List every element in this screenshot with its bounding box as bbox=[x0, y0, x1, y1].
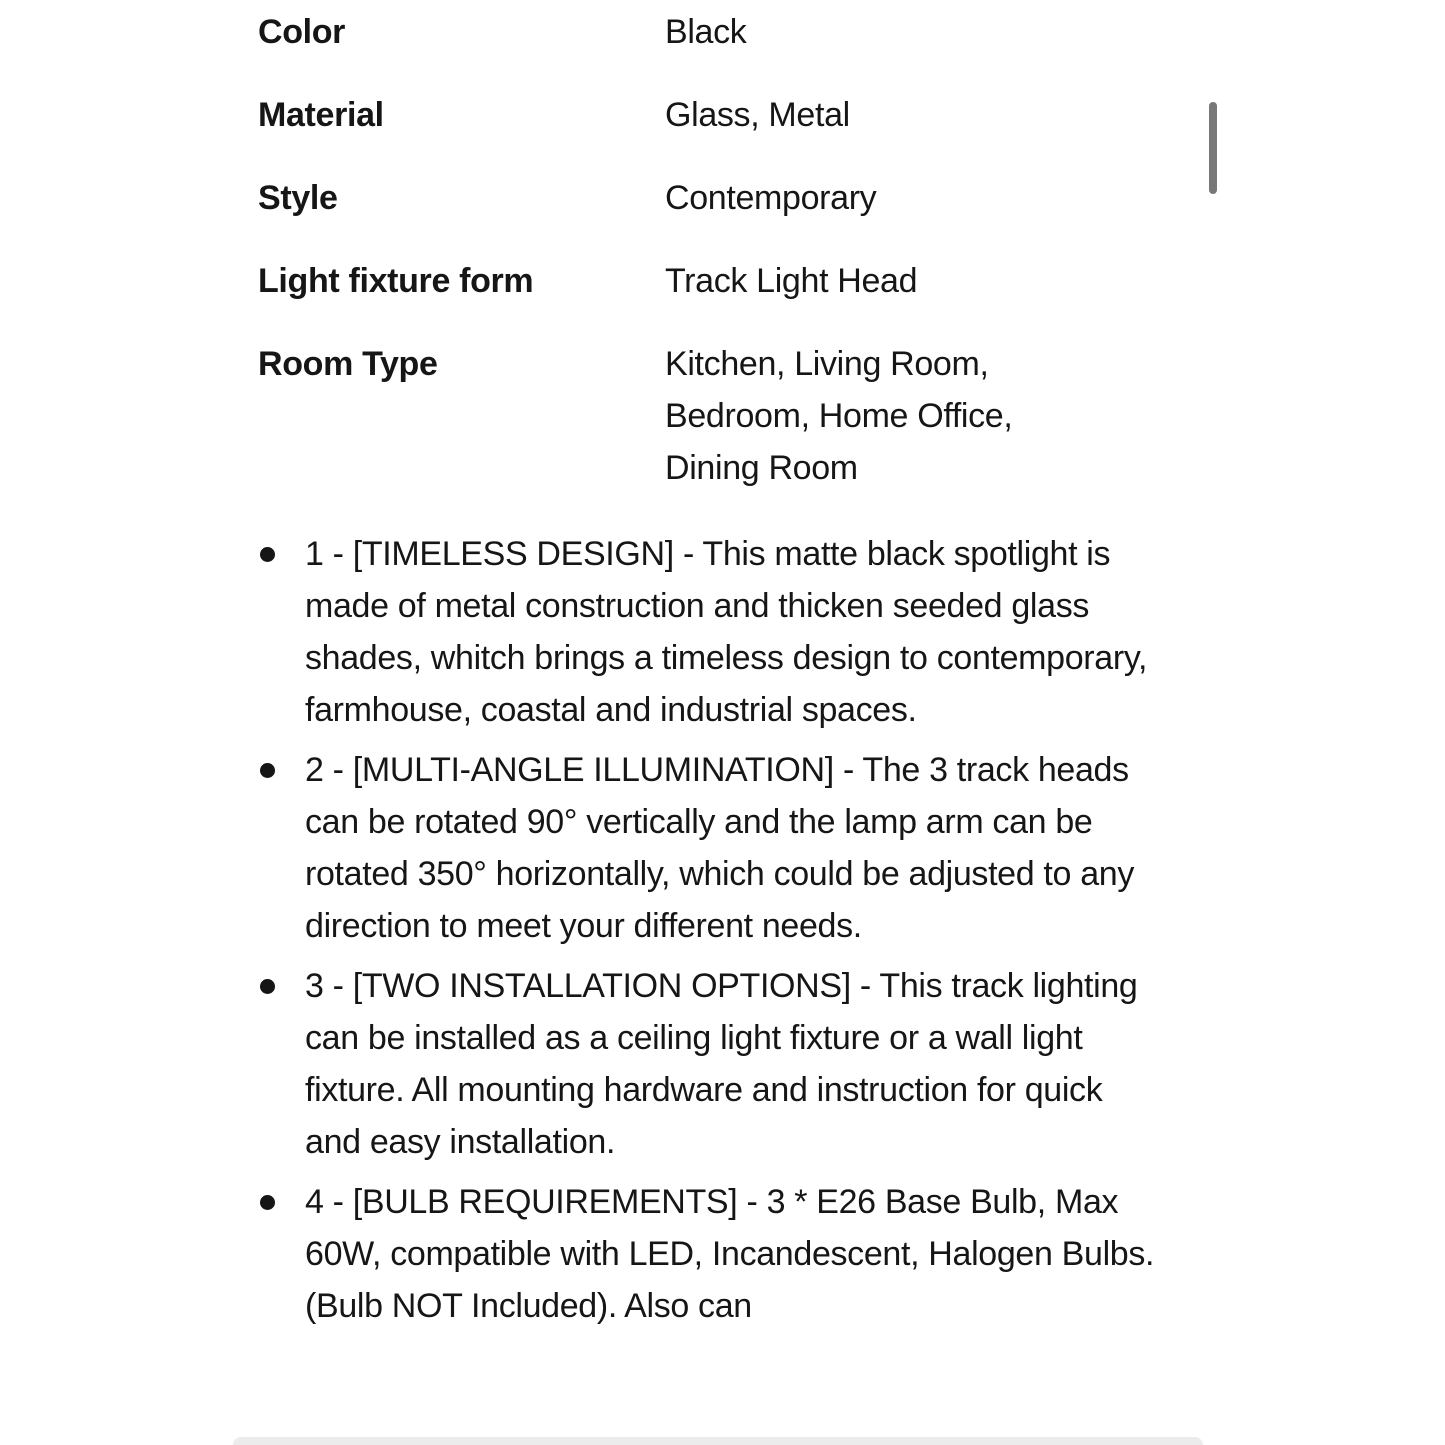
spec-row-color bbox=[258, 6, 1163, 58]
scrollbar-thumb[interactable] bbox=[1209, 102, 1217, 194]
spec-row-style bbox=[258, 172, 1163, 224]
list-item bbox=[258, 744, 1163, 952]
spec-value: Black bbox=[665, 13, 747, 51]
bullet-text: 2 - [MULTI-ANGLE ILLUMINATION] - The 3 track heads can be rotated 90° vertically and the lamp arm can be rotated 350° horizontally, which could be adjusted to any direction to meet your different needs. bbox=[305, 751, 1135, 945]
bullet-marker bbox=[260, 1195, 275, 1210]
bullet-marker bbox=[260, 763, 275, 778]
spec-value: Glass, Metal bbox=[665, 96, 850, 134]
feature-bullet-list bbox=[258, 528, 1163, 1332]
spec-row-material bbox=[258, 89, 1163, 141]
bullet-text: 1 - [TIMELESS DESIGN] - This matte black spotlight is made of metal construction and thicken seeded glass shades, whitch brings a timeless design to contemporary, farmhouse, coastal and industrial spaces. bbox=[305, 535, 1148, 729]
product-details-content bbox=[258, 6, 1163, 1340]
spec-row-light-fixture-form bbox=[258, 255, 1163, 307]
spec-label: Room Type bbox=[258, 345, 438, 383]
spec-label: Material bbox=[258, 96, 384, 134]
bullet-text: 4 - [BULB REQUIREMENTS] - 3 * E26 Base Bulb, Max 60W, compatible with LED, Incandescent, Halogen Bulbs. (Bulb NOT Included). Also can bbox=[305, 1183, 1155, 1325]
list-item bbox=[258, 528, 1163, 736]
spec-label: Style bbox=[258, 179, 338, 217]
spec-row-room-type bbox=[258, 338, 1163, 494]
spec-value: Kitchen, Living Room, Bedroom, Home Office, Dining Room bbox=[665, 345, 1013, 487]
spec-table bbox=[258, 6, 1163, 494]
spec-label: Light fixture form bbox=[258, 262, 534, 300]
bullet-marker bbox=[260, 547, 275, 562]
bullet-marker bbox=[260, 979, 275, 994]
spec-value: Track Light Head bbox=[665, 262, 918, 300]
list-item bbox=[258, 960, 1163, 1168]
spec-value: Contemporary bbox=[665, 179, 877, 217]
bullet-text: 3 - [TWO INSTALLATION OPTIONS] - This track lighting can be installed as a ceiling light fixture or a wall light fixture. All mounting hardware and instruction for quick and easy installation. bbox=[305, 967, 1138, 1161]
list-item bbox=[258, 1176, 1163, 1332]
spec-label: Color bbox=[258, 13, 346, 51]
next-section-top-edge bbox=[233, 1437, 1203, 1445]
